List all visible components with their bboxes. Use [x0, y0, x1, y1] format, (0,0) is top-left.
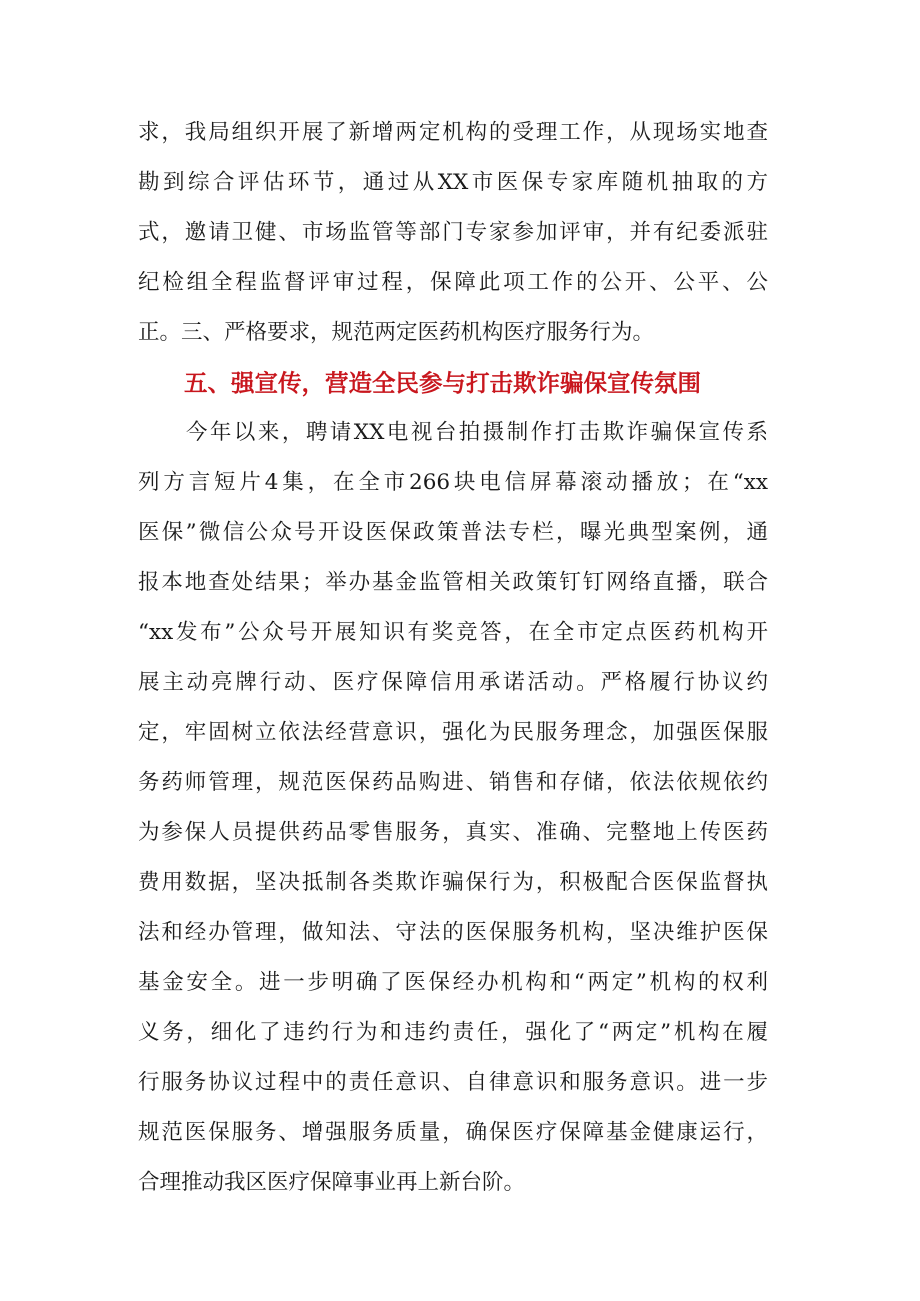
paragraph-1 [138, 108, 768, 358]
text-line: 展主动亮牌行动、医疗保障信用承诺活动。严格履行协议约 [138, 670, 768, 695]
document-page [138, 108, 768, 1208]
text-line: 基金安全。进一步明确了医保经办机构和“两定”机构的权利 [138, 970, 768, 995]
text-line: 列方言短片4集，在全市266块电信屏幕滚动播放；在“xx [138, 470, 768, 495]
section-heading: 五、强宣传，营造全民参与打击欺诈骗保宣传氛围 [184, 369, 701, 397]
text-line: 求，我局组织开展了新增两定机构的受理工作，从现场实地查 [138, 120, 768, 145]
text-line: 费用数据，坚决抵制各类欺诈骗保行为，积极配合医保监督执 [138, 870, 768, 895]
text-line: 医保”微信公众号开设医保政策普法专栏，曝光典型案例，通 [138, 520, 768, 545]
text-line: 务药师管理，规范医保药品购进、销售和存储，依法依规依约 [138, 770, 768, 795]
text-line: 为参保人员提供药品零售服务，真实、准确、完整地上传医药 [138, 820, 768, 845]
text-line: 合理推动我区医疗保障事业再上新台阶。 [138, 1170, 526, 1195]
paragraph-2 [138, 408, 768, 1208]
text-line: 今年以来，聘请XX电视台拍摄制作打击欺诈骗保宣传系 [138, 420, 768, 445]
text-line: 报本地查处结果；举办基金监管相关政策钉钉网络直播，联合 [138, 570, 768, 595]
text-line: 纪检组全程监督评审过程，保障此项工作的公开、公平、公 [138, 270, 768, 295]
text-line: 法和经办管理，做知法、守法的医保服务机构，坚决维护医保 [138, 920, 768, 945]
text-line: 定，牢固树立依法经营意识，强化为民服务理念，加强医保服 [138, 720, 768, 745]
text-line: 式，邀请卫健、市场监管等部门专家参加评审，并有纪委派驻 [138, 220, 768, 245]
text-line: 规范医保服务、增强服务质量，确保医疗保障基金健康运行， [138, 1120, 768, 1145]
text-line: 正。三、严格要求，规范两定医药机构医疗服务行为。 [138, 320, 655, 345]
text-line: 义务，细化了违约行为和违约责任，强化了“两定”机构在履 [138, 1020, 768, 1045]
text-line: “xx发布”公众号开展知识有奖竞答，在全市定点医药机构开 [138, 620, 768, 645]
text-line: 行服务协议过程中的责任意识、自律意识和服务意识。进一步 [138, 1070, 768, 1095]
text-line: 勘到综合评估环节，通过从XX市医保专家库随机抽取的方 [138, 170, 768, 195]
